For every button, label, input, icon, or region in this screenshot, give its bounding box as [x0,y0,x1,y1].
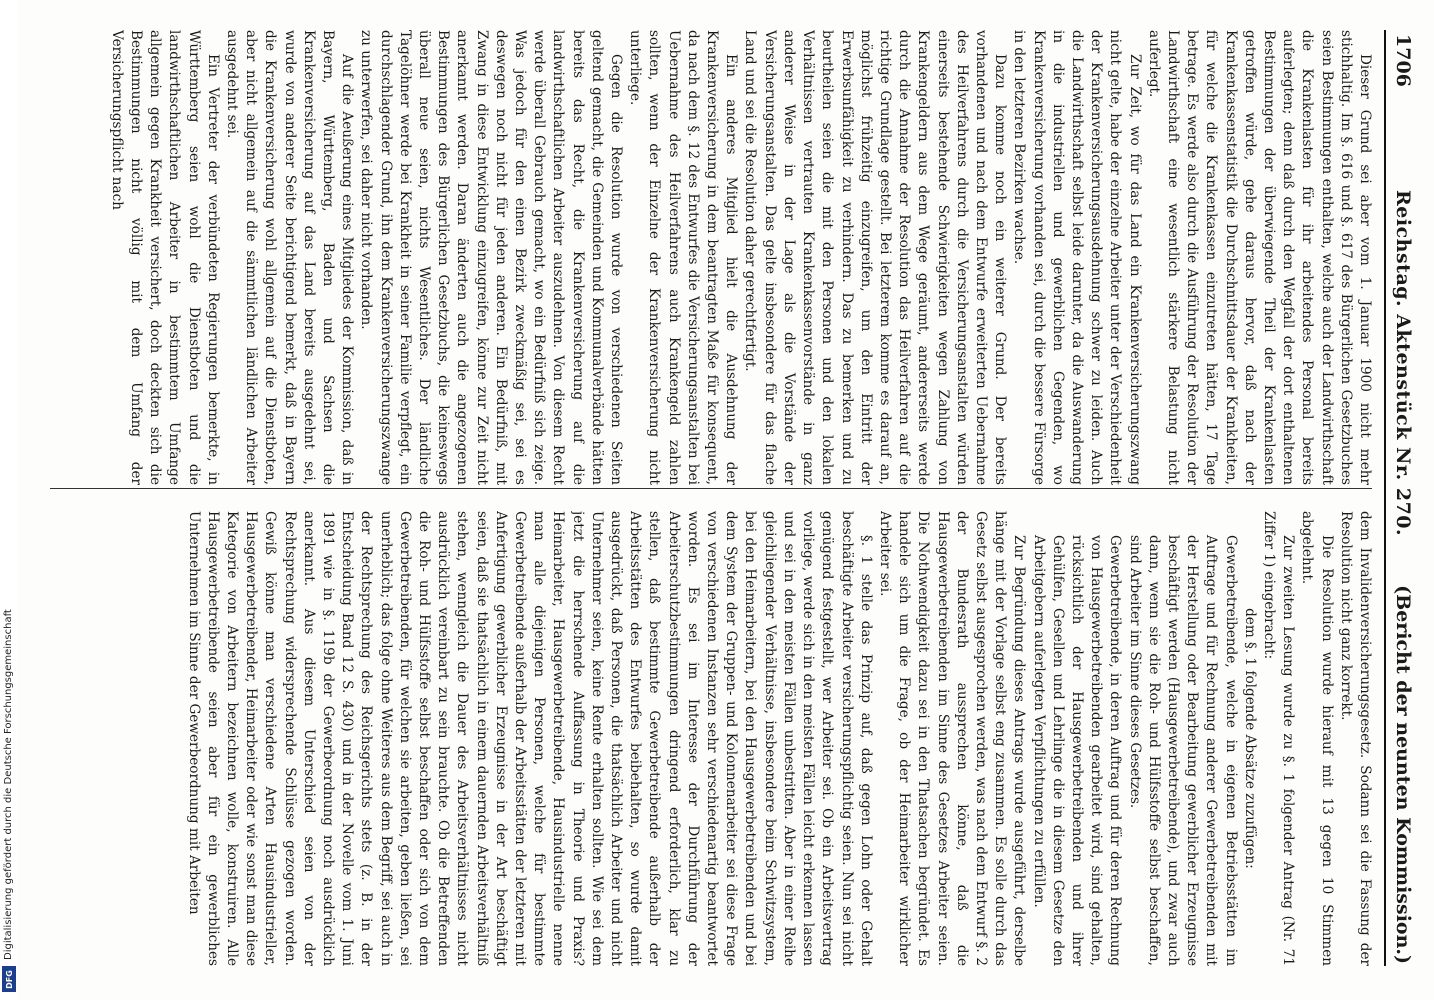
page-header [1384,30,1416,966]
page-title: Reichstag. Aktenstück Nr. 270. [1392,190,1414,537]
motion-text: Gewerbetreibende, welche in eigenen Betriebsstätten im Auftrage und für Rechnung anderer Gewerbetreibenden mit der Herstellung oder Bearbeitung gewerblicher Erzeugnisse beschäftigt werden (Hausgewerbetreibende), und zwar auch dann, wenn sie die Roh- und Hülfsstoffe selbst beschaffen, sind Arbeiter im Sinne dieses Gesetzes. [1126,535,1239,966]
paragraph: Zur zweiten Lesung wurde zu §. 1 folgender Antrag (Nr. 71 Ziffer 1) eingebracht: [1260,511,1297,966]
dfg-logo-text: DFG [4,969,14,989]
paragraph: Gegen die Resolution wurde von verschiedenen Seiten geltend gemacht, die Gemeinden und Kommunalverbände hätten bereits das Recht, die Krankenversicherung auf die landwirthschaftlichen Arbeiter auszudehnen. Von diesem Recht werde überall Gebrauch gemacht, wo ein Bedürfniß sich zeige. Was jedoch für den einen Bezirk zweckmäßig sei, sei es deswegen noch nicht für jeden anderen. Ein Bedürfniß, mit Zwang in diese Entwicklung einzugreifen, könne zur Zeit nicht anerkannt werden. Daran änderten auch die angezogenen Bestimmungen des Bürgerlichen Gesetzbuchs, die keineswegs überall neue seien, nichts Wesentliches. Der ländliche Tagelöhner werde bei Krankheit in seiner Familie verpflegt, ein durchschlagender Grund, ihn dem Krankenversicherungszwange zu unterwerfen, sei daher nicht vorhanden. [358,30,625,485]
paragraph: Zur Zeit, wo für das Land ein Krankenversicherungszwang nicht gelte, habe der einzelne Arbeiter unter der Verschiedenheit der Krankenversicherungsausdehnung schwer zu leiden. Auch die Landwirthschaft selbst leide darunter, da die Auswanderung in die industriellen und gewerblichen Gegenden, wo Krankenversicherung vorhanden sei, durch die bessere Fürsorge in den letzteren Bezirken wachse. [1011,30,1143,485]
left-column [44,30,1374,485]
text-columns [44,30,1374,966]
paragraph: Ein anderes Mitglied hielt die Ausdehnung der Krankenversicherung in dem beantragten Maße für konsequent, da nach dem §. 12 des Entwurfes die Versicherungsanstalten bei Uebernahme des Heilverfahrens auch Krankengeld zahlen sollten, wenn der Einzelne der Krankenversicherung nicht unterliege. [627,30,740,485]
paragraph: Dazu komme noch ein weiterer Grund. Der bereits vorhandenen und nach dem Entwurfe erweiterten Uebernahme des Heilverfahrens durch die Versicherungsanstalten würden einerseits bestehende Schwierigkeiten wegen Zahlung von Krankengeldern aus dem Wege geräumt, andererseits werde durch die Annahme der Resolution das Heilverfahren auf die richtige Grundlage gestellt. Bei letzterem komme es darauf an, möglichst frühzeitig einzugreifen, um den Eintritt der Erwerbsunfähigkeit zu verhindern. Das zu bemerken und zu beurtheilen seien die mit den Personen und den lokalen Verhältnissen vertrauten Krankenkassenvorstände in ganz anderer Weise in der Lage als die Vorstände der Versicherungsanstalten. Das gelte insbesondere für das flache Land und sei die Resolution daher gerechtfertigt. [742,30,1009,485]
paragraph: Die Resolution wurde hierauf mit 13 gegen 10 Stimmen abgelehnt. [1299,511,1335,966]
footer-strip [0,0,18,1000]
paragraph: Zur Begründung dieses Antrags wurde ausgeführt, derselbe hänge mit der Vorlage selbst eng zusammen. Es solle durch das Gesetz selbst ausgesprochen werden, was nach dem Entwurf §. 2 der Bundesrath aussprechen könne, daß die Hausgewerbetreibenden im Sinne des Gesetzes Arbeiter seien. Die Nothwendigkeit dazu sei in den Thatsachen begründet. Es handele sich um die Frage, ob der Heimarbeiter wirklicher Arbeiter sei. [876,511,1028,966]
paragraph: §. 1 stelle das Prinzip auf, daß gegen Lohn oder Gehalt beschäftigte Arbeiter versicherungspflichtig seien. Nun sei nicht genügend festgestellt, wer Arbeiter sei. Ob ein Arbeitsvertrag vorliege, werde sich in den meisten Fällen leicht erkennen lassen und sei in den meisten Fällen unbestritten. Aber in einer Reihe gleichliegender Verhältnisse, insbesondere beim Schwitzsystem, bei den Heimarbeitern, bei den Hausgewerbetreibenden und bei dem System der Gruppen- und Kolonnenarbeiter sei diese Frage von verschiedenen Instanzen sehr verschiedenartig beantwortet worden. Es sei im Interesse der Durchführung der Arbeiterschutzbestimmungen dringend erforderlich, klar zu stellen, daß bestimmte Gewerbetreibende außerhalb der Arbeitsstätten des Entwurfes beibehalten, so wurde damit ausgedrückt, daß Personen, die thatsächlich Arbeiter und nicht Unternehmer seien, keine Rente erhalten sollten. Wie sei dem jetzt die herrschende Auffassung in Theorie und Praxis? Heimarbeiter, Hausgewerbetreibende, Hausindustrielle nenne man alle diejenigen Personen, welche für bestimmte Gewerbetreibende außerhalb der Arbeitsstätten der letzteren mit Anfertigung gewerblicher Erzeugnisse in der Art beschäftigt seien, daß sie thatsächlich in einem dauernden Arbeitsverhältniß stehen, wenngleich die Dauer des Arbeitsverhältnisses nicht ausdrücklich vereinbart zu sein brauchte. Ob die Betreffenden die Roh- und Hülfsstoffe selbst beschaffen oder sich von dem Gewerbetreibenden, für welchen sie arbeiten, geben ließen, sei unerheblich; das folge ohne Weiteres aus dem Begriff, sei auch in der Rechtsprechung des Reichsgerichts stets (z. B. in der Entscheidung Band 12 S. 430) und in der Novelle vom 1. Juni 1891 wie in §. 119b der Gewerbeordnung noch ausdrücklich anerkannt. Aus diesem Unterschied seien von der Rechtsprechung widersprechende Schlüsse gezogen worden. Gewiß könne man verschiedene Arten Hausindustrieller, Hausgewerbetreibender, Heimarbeiter oder wie sonst man diese Kategorie von Arbeitern bezeichnen wolle, konstruiren. Alle Hausgewerbetreibende seien aber für ein gewerbliches Unternehmen im Sinne der Gewerbeordnung mit Arbeiten [185,511,874,966]
right-column [44,511,1374,966]
paragraph: Ein Vertreter der verbündeten Regierungen bemerkte, in Württemberg seien wohl die Dienstboten und die landwirthschaftlichen Arbeiter in bestimmtem Umfange allgemein gegen Krankheit versichert, doch deckten sich die Bestimmungen nicht völlig mit dem Umfang der Versicherungspflicht nach [108,30,221,485]
page-number: 1706 [1392,34,1414,87]
paragraph: dem Invalidenversicherungsgesetz. Sodann sei die Fassung der Resolution nicht ganz korrekt. [1337,511,1373,966]
dfg-logo [2,966,16,992]
paragraph: Auf die Aeußerung eines Mitgliedes der Kommission, daß in Bayern, Württemberg, Baden und Sachsen die Krankenversicherung auf das Land bereits ausgedehnt sei, wurde von anderer Seite berichtigend bemerkt, daß in Bayern die Krankenversicherung wohl allgemein auf die Dienstboten, aber nicht allgemein auf die sämmtlichen ländlichen Arbeiter ausgedehnt sei. [224,30,356,485]
footer-credit: Digitalisierung gefördert durch die Deutsche Forschungsgemeinschaft [3,609,14,960]
motion-text: Gewerbetreibende, in deren Auftrag und für deren Rechnung von Hausgewerbetreibenden gearbeitet wird, sind gehalten, rücksichtlich der Hausgewerbetreibenden und ihrer Gehülfen, Gesellen und Lehrlinge die in diesem Gesetze den Arbeitgebern auferlegten Verpflichtungen zu erfüllen. [1030,535,1124,966]
page-subtitle: (Bericht der neunten Kommission.) [1392,585,1414,964]
paragraph: Dieser Grund sei aber vom 1. Januar 1900 nicht mehr stichhaltig. Im §. 616 und §. 617 des Bürgerlichen Gesetzbuches seien Bestimmungen enthalten, welche auch der Landwirthschaft die Krankenlasten für ihr arbeitendes Personal bereits auferlegten; denn daß durch den Wegfall der dort enthaltenen Bestimmungen der überwiegende Theil der Krankenlasten getroffen würde, gehe daraus hervor, daß nach der Krankenkassenstatistik die Durchschnittsdauer der Krankheiten, für welche die Krankenkassen einzutreten hätten, 17 Tage betrage. Es werde also durch die Ausführung der Resolution der Landwirthschaft eine wesentlich stärkere Belastung nicht auferlegt. [1145,30,1373,485]
rotated-document-page [14,0,1434,1000]
motion-heading: dem §. 1 folgende Absätze zuzufügen: [1241,608,1258,869]
